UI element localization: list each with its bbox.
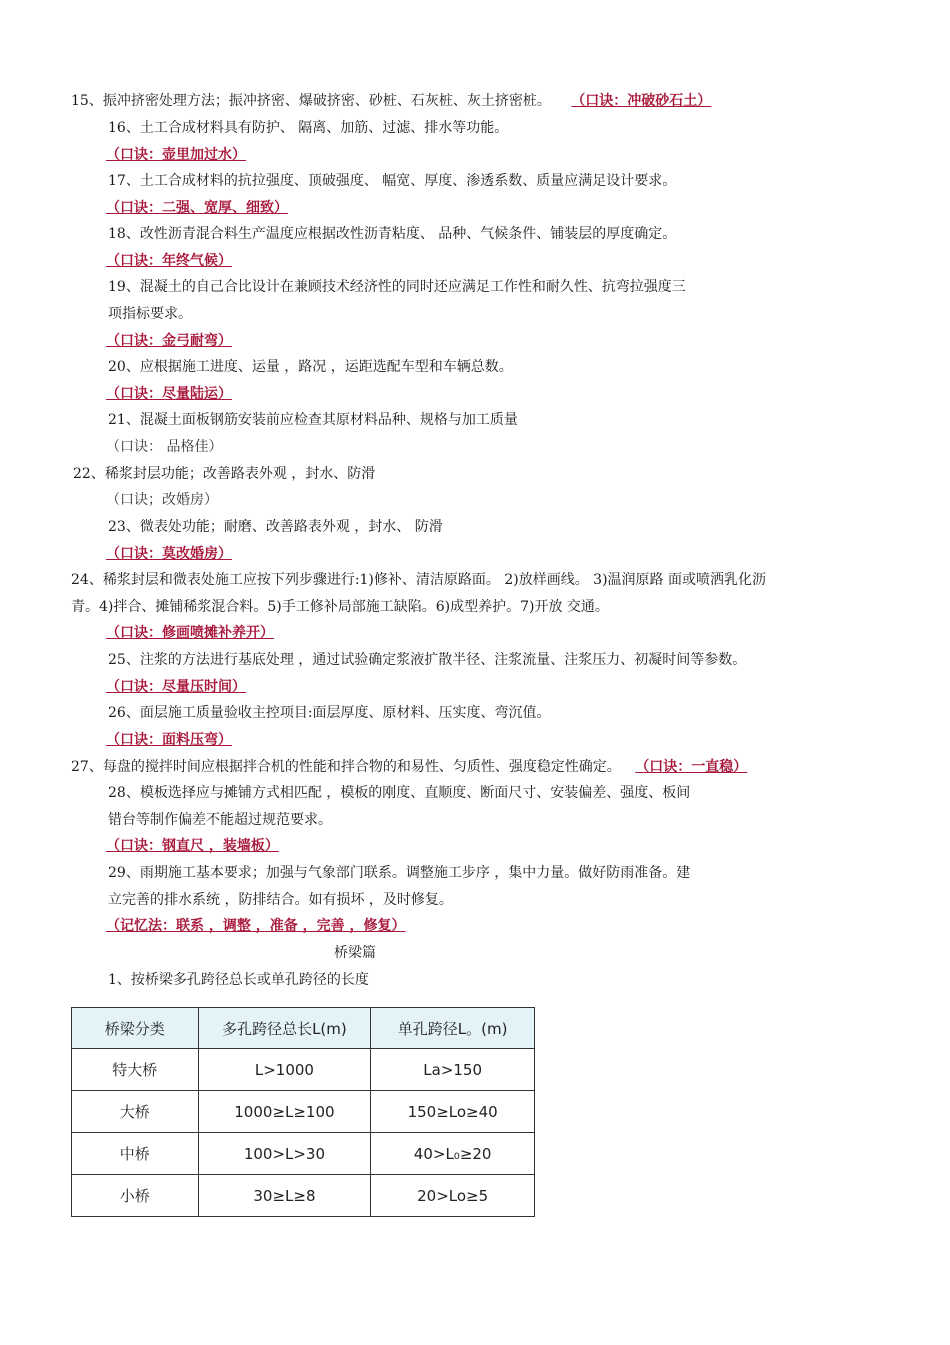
table-cell: 30≥L≥8	[198, 1175, 371, 1217]
item-16: 16、土工合成材料具有防护、 隔离、加筋、过滤、排水等功能。	[108, 120, 509, 136]
item-28-line1: 28、模板选择应与摊铺方式相匹配 ，模板的刚度、直顺度、断面尺寸、安装偏差、强度、板间	[108, 785, 691, 801]
item-23-tip: （口诀：莫改婚房）	[106, 546, 232, 562]
section-intro: 1、按桥梁多孔跨径总长或单孔跨径的长度	[108, 972, 369, 988]
table-cell: 中桥	[72, 1133, 199, 1175]
table-cell: 100>L>30	[198, 1133, 371, 1175]
item-20-tip: （口诀：尽量陆运）	[106, 386, 232, 402]
item-26: 26、面层施工质量验收主控项目:面层厚度、原材料、压实度、弯沉值。	[108, 705, 551, 721]
item-17: 17、土工合成材料的抗拉强度、顶破强度、 幅宽、厚度、渗透系数、质量应满足设计要求。	[108, 173, 677, 189]
item-29-tip: （记忆法：联系 ，调整 ，准备 ，完善 ，修复）	[106, 918, 406, 934]
item-28-tip: （口诀：钢直尺 ，装墙板）	[106, 838, 279, 854]
item-25-tip: （口诀：尽量压时间）	[106, 679, 246, 695]
item-19-line1: 19、混凝土的自己合比设计在兼顾技术经济性的同时还应满足工作性和耐久性、抗弯拉强度三	[108, 279, 686, 295]
item-29-line1: 29、雨期施工基本要求；加强与气象部门联系。调整施工步序 ，集中力量。做好防雨准备。建	[108, 865, 691, 881]
table-cell: 小桥	[72, 1175, 199, 1217]
item-28-line2: 错台等制作偏差不能超过规范要求。	[108, 812, 332, 828]
item-15	[71, 91, 711, 111]
item-20: 20、应根据施工进度、运量 ，路况 ，运距选配车型和车辆总数。	[108, 359, 513, 375]
table-cell: 150≥Lo≥40	[371, 1091, 535, 1133]
table-row	[72, 1049, 535, 1091]
table-row	[72, 1133, 535, 1175]
item-21-tip: （口诀： 品格佳）	[106, 439, 223, 455]
item-16-tip: （口诀：壶里加过水）	[106, 147, 246, 163]
bridge-classification-table	[71, 1007, 535, 1217]
item-18: 18、改性沥青混合料生产温度应根据改性沥青粘度、 品种、气候条件、铺装层的厚度确定。	[108, 226, 677, 242]
item-22-tip: （口诀；改婚房）	[106, 492, 218, 508]
table-header-row	[72, 1008, 535, 1049]
item-27-tip: （口诀：一直稳）	[635, 759, 748, 775]
item-29-line2: 立完善的排水系统 ，防排结合。如有损坏 ，及时修复。	[108, 892, 453, 908]
item-15-tip: （口诀：冲破砂石土）	[571, 93, 712, 109]
table-cell: 1000≥L≥100	[198, 1091, 371, 1133]
item-17-tip: （口诀：二强、宽厚、细致）	[106, 200, 288, 216]
table-header-cell: 单孔跨径L。(m)	[371, 1008, 535, 1049]
item-23: 23、微表处功能；耐磨、改善路表外观 ，封水、 防滑	[108, 519, 443, 535]
table-cell: La>150	[371, 1049, 535, 1091]
item-27	[71, 757, 747, 777]
table-header-cell: 多孔跨径总长L(m)	[198, 1008, 371, 1049]
table-cell: 20>Lo≥5	[371, 1175, 535, 1217]
item-26-tip: （口诀：面料压弯）	[106, 732, 232, 748]
item-27-text: 27、每盘的搅拌时间应根据拌合机的性能和拌合物的和易性、匀质性、强度稳定性确定。	[71, 759, 621, 775]
table-cell: 40>L₀≥20	[371, 1133, 535, 1175]
item-24-tip: （口诀：修画喷摊补养开）	[106, 625, 274, 641]
item-19-tip: （口诀：金弓耐弯）	[106, 333, 232, 349]
table-cell: L>1000	[198, 1049, 371, 1091]
item-24-line1: 24、稀浆封层和微表处施工应按下列步骤进行:1)修补、清洁原路面。 2)放样画线。 3)温润原路 面或喷洒乳化沥	[71, 572, 766, 588]
item-22: 22、稀浆封层功能；改善路表外观 ，封水、防滑	[73, 466, 376, 482]
table-row	[72, 1175, 535, 1217]
item-21: 21、混凝土面板钢筋安装前应检查其原材料品种、规格与加工质量	[108, 412, 518, 428]
section-title: 桥梁篇	[334, 945, 376, 961]
table-cell: 特大桥	[72, 1049, 199, 1091]
table-row	[72, 1091, 535, 1133]
table-cell: 大桥	[72, 1091, 199, 1133]
item-15-text: 15、振冲挤密处理方法；振冲挤密、爆破挤密、砂桩、石灰桩、灰土挤密桩。	[71, 93, 551, 109]
table-header-cell: 桥梁分类	[72, 1008, 199, 1049]
item-24-line2: 青。4)拌合、摊铺稀浆混合料。5)手工修补局部施工缺陷。6)成型养护。7)开放 交通。	[71, 599, 609, 615]
item-25: 25、注浆的方法进行基底处理 ，通过试验确定浆液扩散半径、注浆流量、注浆压力、初凝时间等参数。	[108, 652, 747, 668]
item-19-line2: 项指标要求。	[108, 306, 192, 322]
item-18-tip: （口诀：年终气候）	[106, 253, 232, 269]
